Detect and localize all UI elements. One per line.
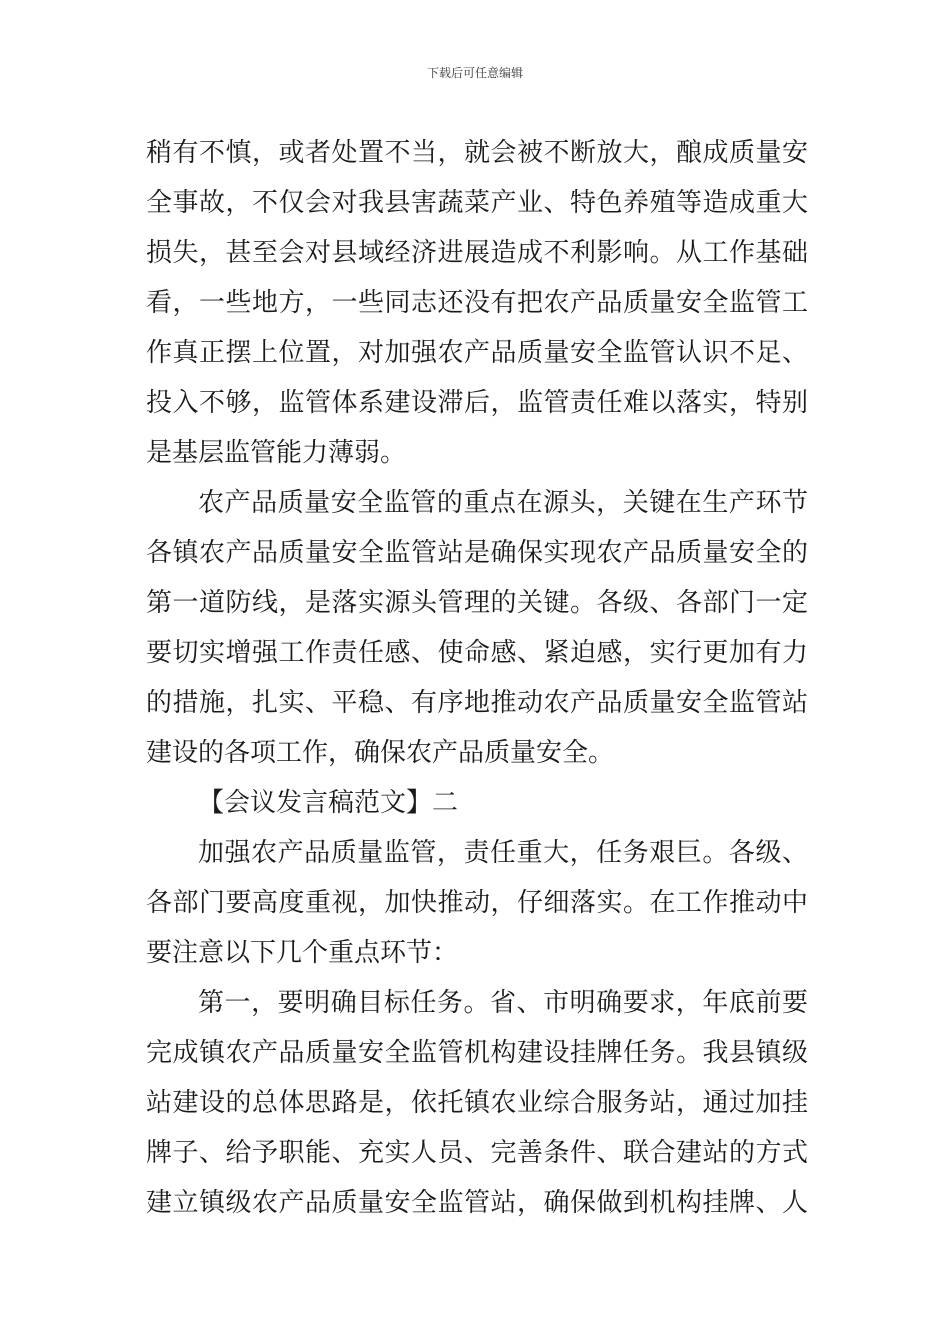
text-line: 投入不够，监管体系建设滞后，监管责任难以落实，特别	[146, 388, 808, 418]
text-line: 要切实增强工作责任感、使命感、紧迫感，实行更加有力	[146, 638, 808, 668]
text-line: 是基层监管能力薄弱。	[146, 438, 407, 468]
paragraph-first-line: 加强农产品质量监管，责任重大，任务艰巨。各级、	[198, 838, 808, 868]
section-heading: 【会议发言稿范文】二	[198, 788, 459, 818]
text-line: 建设的各项工作，确保农产品质量安全。	[146, 738, 615, 768]
text-line: 各镇农产品质量安全监管站是确保实现农产品质量安全的	[146, 538, 808, 568]
text-line: 全事故，不仅会对我县害蔬菜产业、特色养殖等造成重大	[146, 188, 808, 218]
text-line: 各部门要高度重视，加快推动，仔细落实。在工作推动中	[146, 888, 808, 918]
text-line: 的措施，扎实、平稳、有序地推动农产品质量安全监管站	[146, 688, 808, 718]
document-body	[146, 128, 808, 1228]
text-line: 站建设的总体思路是，依托镇农业综合服务站，通过加挂	[146, 1088, 808, 1118]
text-line: 看，一些地方，一些同志还没有把农产品质量安全监管工	[146, 288, 808, 318]
text-line: 建立镇级农产品质量安全监管站，确保做到机构挂牌、人	[146, 1188, 808, 1218]
page-header: 下载后可任意编辑	[426, 66, 523, 80]
text-line: 完成镇农产品质量安全监管机构建设挂牌任务。我县镇级	[146, 1038, 808, 1068]
text-line: 稍有不慎，或者处置不当，就会被不断放大，酿成质量安	[146, 138, 808, 168]
text-line: 作真正摆上位置，对加强农产品质量安全监管认识不足、	[146, 338, 808, 368]
paragraph-first-line: 第一，要明确目标任务。省、市明确要求，年底前要	[198, 988, 808, 1018]
paragraph-first-line: 农产品质量安全监管的重点在源头，关键在生产环节	[198, 488, 808, 518]
text-line: 要注意以下几个重点环节：	[146, 938, 459, 968]
text-line: 牌子、给予职能、充实人员、完善条件、联合建站的方式	[146, 1138, 808, 1168]
text-line: 第一道防线，是落实源头管理的关键。各级、各部门一定	[146, 588, 808, 618]
text-line: 损失，甚至会对县域经济进展造成不利影响。从工作基础	[146, 238, 808, 268]
